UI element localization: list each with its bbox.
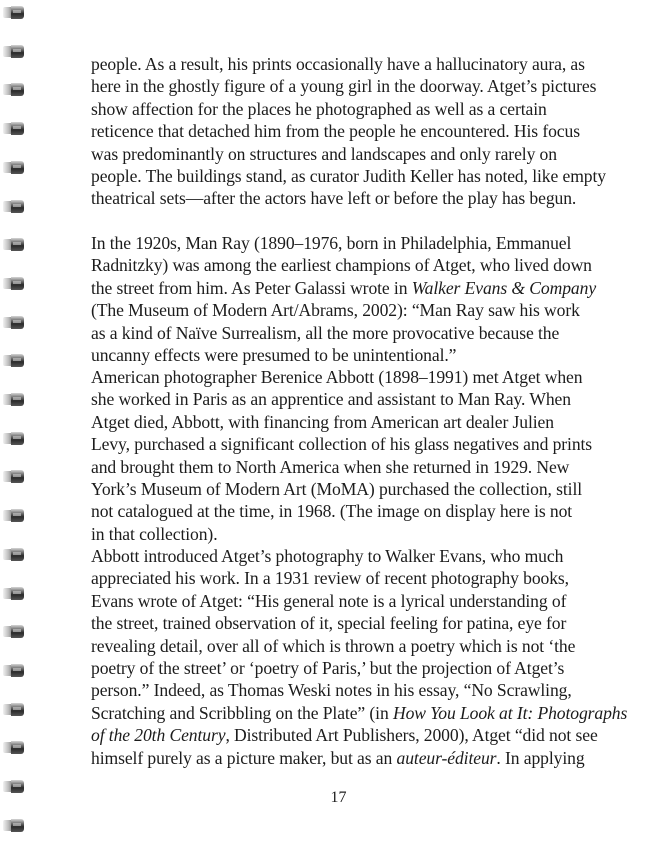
text-line: Atget died, Abbott, with financing from American art dealer Julien <box>91 411 554 432</box>
text-line: theatrical sets—after the actors have left or before the play has begun. <box>91 188 577 209</box>
binding-ring <box>3 819 25 832</box>
book-title: How You Look at It: Photographs <box>392 702 628 723</box>
text-line: appreciated his work. In a 1931 review of recent photography books, <box>91 568 569 589</box>
text-line <box>91 277 597 299</box>
binding-ring <box>3 393 25 406</box>
binding-ring <box>3 354 25 367</box>
text-line: poetry of the street’ or ‘poetry of Paris,’ but the projection of Atget’s <box>91 658 565 679</box>
text-run: himself purely as a picture maker, but as an <box>91 747 397 768</box>
binding-ring <box>3 161 25 174</box>
text-line: American photographer Berenice Abbott (1898–1991) met Atget when <box>91 367 583 387</box>
text-line <box>91 747 585 769</box>
binding-ring <box>3 316 25 329</box>
text-line: here in the ghostly figure of a young girl in the doorway. Atget’s pictures <box>91 76 597 97</box>
text-run: . In applying <box>496 747 585 768</box>
binding-ring <box>3 509 25 522</box>
paragraph-man-ray <box>91 232 597 366</box>
text-line: uncanny effects were presumed to be unintentional.” <box>91 345 457 366</box>
text-line: was predominantly on structures and landscapes and only rarely on <box>91 143 557 164</box>
text-line <box>91 724 598 746</box>
page-number <box>0 789 645 807</box>
text-line: (The Museum of Modern Art/Abrams, 2002): “Man Ray saw his work <box>91 300 580 321</box>
binding-ring <box>3 470 25 483</box>
italic-term: auteur-éditeur <box>396 747 497 768</box>
spiral-binding <box>0 0 30 850</box>
binding-ring <box>3 6 25 19</box>
binding-ring <box>3 664 25 677</box>
binding-ring <box>3 277 25 290</box>
text-line <box>91 702 628 724</box>
text-line: person.” Indeed, as Thomas Weski notes in his essay, “No Scrawling, <box>91 680 572 701</box>
binding-ring <box>3 432 25 445</box>
binding-ring <box>3 587 25 600</box>
text-line: In the 1920s, Man Ray (1890–1976, born in Philadelphia, Emmanuel <box>91 233 572 253</box>
binding-ring <box>3 200 25 213</box>
text-line: in that collection). <box>91 523 218 544</box>
page-number-text: 17 <box>330 789 347 806</box>
text-line: show affection for the places he photographed as well as a certain <box>91 98 547 119</box>
text-line: Levy, purchased a significant collection of his glass negatives and prints <box>91 434 593 455</box>
text-line: as a kind of Naïve Surrealism, all the more provocative because the <box>91 322 560 343</box>
text-line: Abbott introduced Atget’s photography to Walker Evans, who much <box>91 546 564 566</box>
binding-ring <box>3 741 25 754</box>
text-run: , Distributed Art Publishers, 2000), Atget “did not see <box>225 725 598 746</box>
book-title: Walker Evans & Company <box>411 277 597 298</box>
text-line: revealing detail, over all of which is thrown a poetry which is not ‘the <box>91 635 576 656</box>
text-line: reticence that detached him from the people he encountered. His focus <box>91 121 580 142</box>
binding-ring <box>3 548 25 561</box>
text-line: Evans wrote of Atget: “His general note is a lyrical understanding of <box>91 590 567 611</box>
text-line: the street, trained observation of it, special feeling for patina, eye for <box>91 613 567 634</box>
book-title: of the 20th Century <box>91 725 226 746</box>
binding-ring <box>3 122 25 135</box>
binding-ring <box>3 83 25 96</box>
text-line: not catalogued at the time, in 1968. (The image on display here is not <box>91 501 573 522</box>
text-line: she worked in Paris as an apprentice and assistant to Man Ray. When <box>91 389 571 410</box>
text-run: the street from him. As Peter Galassi wrote in <box>91 277 412 298</box>
text-line: Radnitzky) was among the earliest champions of Atget, who lived down <box>91 255 592 276</box>
text-line: York’s Museum of Modern Art (MoMA) purchased the collection, still <box>91 479 583 500</box>
binding-ring <box>3 45 25 58</box>
text-line: and brought them to North America when she returned in 1929. New <box>91 456 570 477</box>
paragraph-berenice-abbott <box>91 366 593 545</box>
binding-ring <box>3 238 25 251</box>
paragraph-walker-evans <box>91 545 628 769</box>
binding-ring <box>3 703 25 716</box>
paragraph-atget-aura <box>91 53 606 210</box>
text-line: people. As a result, his prints occasionally have a hallucinatory aura, as <box>91 54 585 74</box>
text-run: Scratching and Scribbling on the Plate” (in <box>91 702 393 723</box>
binding-ring <box>3 625 25 638</box>
text-line: people. The buildings stand, as curator Judith Keller has noted, like empty <box>91 166 606 187</box>
